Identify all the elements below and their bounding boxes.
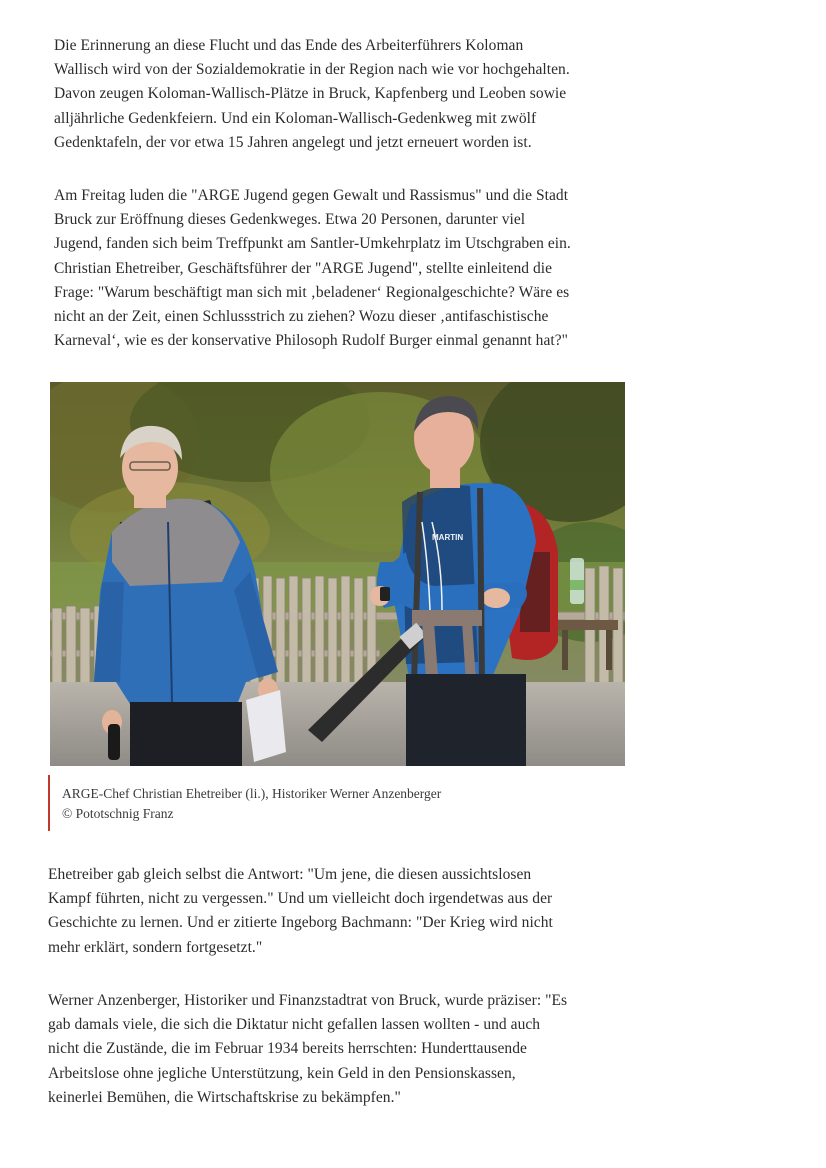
text-line: Die Erinnerung an diese Flucht und das Ende des Arbeiterführers Koloman (54, 37, 524, 54)
text-line: alljährliche Gedenkfeiern. Und ein Koloman-Wallisch-Gedenkweg mit zwölf (54, 109, 537, 127)
text-line: gab damals viele, die sich die Diktatur nicht gefallen lassen wollten - und auch (48, 1016, 541, 1034)
text-line: Wallisch wird von der Sozialdemokratie in der Region nach wie vor hochgehalten. (54, 61, 570, 79)
text-line: nicht an der Zeit, einen Schlussstrich zu ziehen? Wozu dieser ‚antifaschistische (54, 308, 549, 326)
text-line: Geschichte zu lernen. Und er zitierte Ingeborg Bachmann: "Der Krieg wird nicht (48, 914, 553, 932)
paragraph-2 (54, 184, 644, 353)
text-line: Am Freitag luden die "ARGE Jugend gegen Gewalt und Rassismus" und die Stadt (54, 187, 569, 204)
text-line: Ehetreiber gab gleich selbst die Antwort: "Um jene, die diesen aussichtslosen (48, 866, 532, 883)
article-photo (50, 382, 625, 766)
text-line: Karneval‘, wie es der konservative Philosoph Rudolf Burger einmal genannt hat?" (54, 332, 569, 350)
photo-caption (48, 775, 568, 831)
text-line: Kampf führten, nicht zu vergessen." Und um vielleicht doch irgendetwas aus der (48, 890, 553, 908)
text-line: mehr erklärt, sondern fortgesetzt." (48, 938, 263, 956)
text-line: Frage: "Warum beschäftigt man sich mit ‚beladener‘ Regionalgeschichte? Wäre es (54, 283, 570, 301)
paragraph-3 (48, 863, 638, 960)
caption-text: ARGE-Chef Christian Ehetreiber (li.), Historiker Werner Anzenberger (62, 786, 442, 801)
text-line: keinerlei Bemühen, die Wirtschaftskrise zu bekämpfen." (48, 1088, 401, 1106)
photo-credit: © Pototschnig Franz (62, 806, 174, 821)
jacket-logo: MARTIN (432, 533, 464, 542)
text-line: nicht die Zustände, die im Februar 1934 bereits herrschten: Hunderttausende (48, 1040, 527, 1058)
text-line: Gedenktafeln, der vor etwa 15 Jahren angelegt und jetzt erneuert worden ist. (54, 133, 532, 151)
text-line: Werner Anzenberger, Historiker und Finanzstadtrat von Bruck, wurde präziser: "Es (48, 992, 568, 1009)
text-line: Arbeitslose ohne jegliche Unterstützung, kein Geld in den Pensionskassen, (48, 1064, 516, 1082)
paragraph-4 (48, 989, 638, 1110)
text-line: Jugend, fanden sich beim Treffpunkt am Santler-Umkehrplatz im Utschgraben ein. (54, 235, 571, 253)
text-line: Christian Ehetreiber, Geschäftsführer der "ARGE Jugend", stellte einleitend die (54, 259, 553, 277)
text-line: Davon zeugen Koloman-Wallisch-Plätze in Bruck, Kapfenberg und Leoben sowie (54, 85, 567, 103)
text-line: Bruck zur Eröffnung dieses Gedenkweges. Etwa 20 Personen, darunter viel (54, 211, 526, 229)
paragraph-1 (54, 34, 644, 155)
